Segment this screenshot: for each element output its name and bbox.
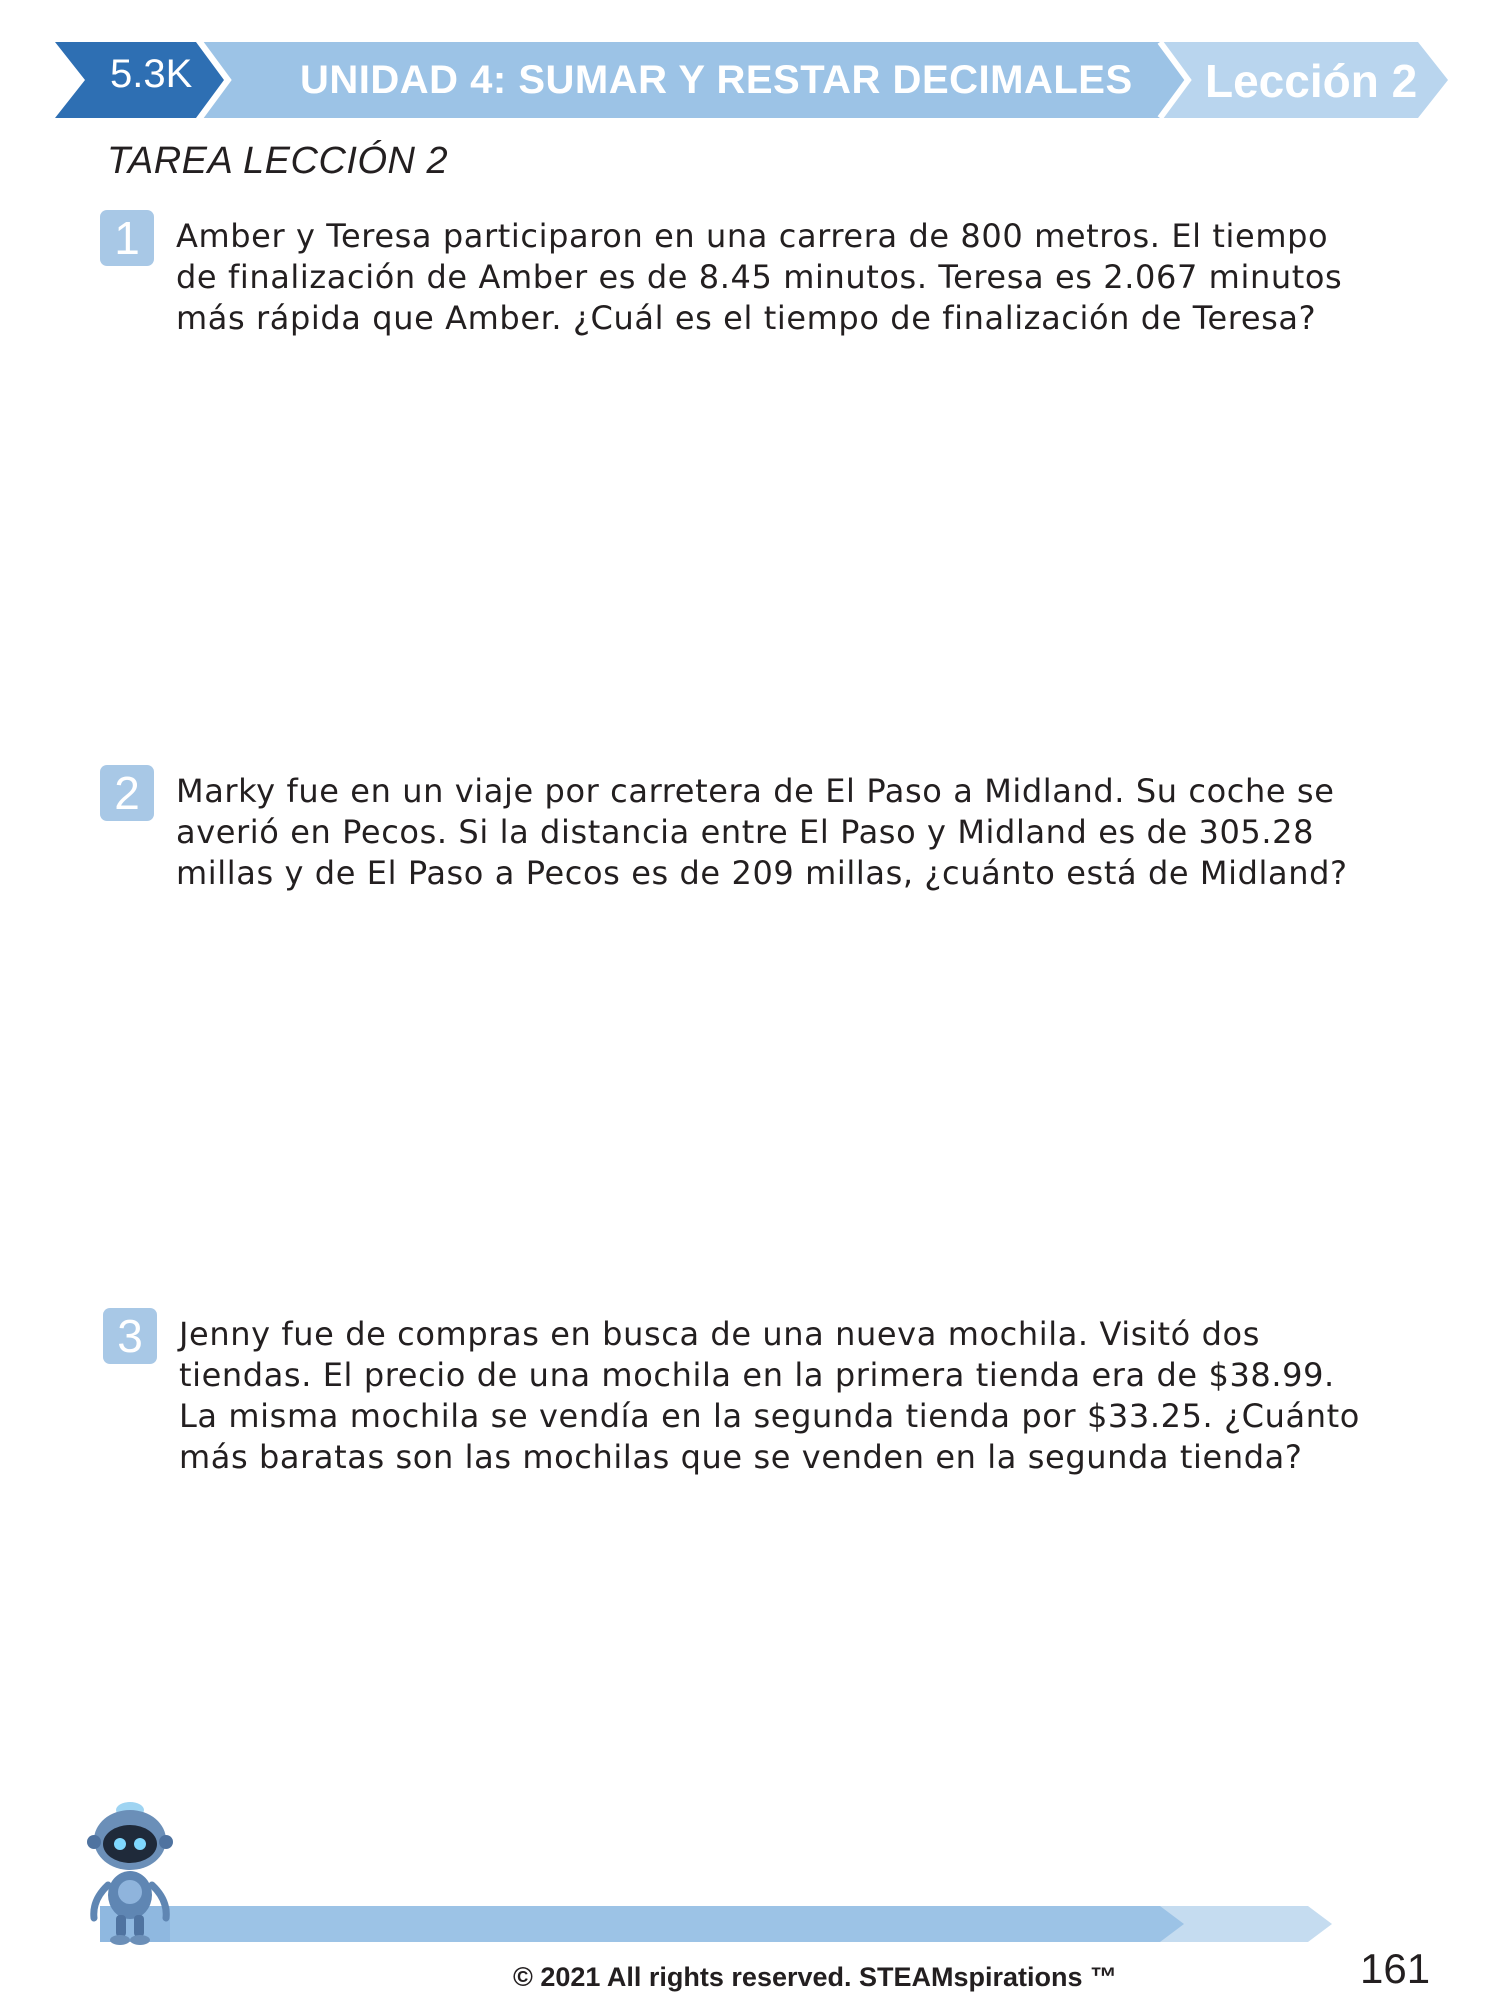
problem-text [176,216,1500,339]
problem-text [176,771,1500,894]
page-number: 161 [1360,1945,1431,1992]
unit-title: UNIDAD 4: SUMAR Y RESTAR DECIMALES [300,58,1133,102]
copyright-text: © 2021 All rights reserved. STEAMspirations ™ [512,1962,1118,1992]
problem-line: de finalización de Amber es de 8.45 minutos. Teresa es 2.067 minutos [176,258,1343,296]
problem-line: Amber y Teresa participaron en una carrera de 800 metros. El tiempo [176,217,1329,255]
problem-line: Jenny fue de compras en busca de una nueva mochila. Visitó dos [179,1315,1260,1353]
footer-bar [0,1880,1500,1960]
problem-number-badge: 2 [100,765,154,821]
problem-line: tiendas. El precio de una mochila en la primera tienda era de $38.99. [179,1356,1335,1394]
problem-line: más baratas son las mochilas que se venden en la segunda tienda? [179,1438,1303,1476]
problem-line: más rápida que Amber. ¿Cuál es el tiempo de finalización de Teresa? [176,299,1317,337]
section-title: TAREA LECCIÓN 2 [107,140,449,182]
copyright-notice [0,1962,1500,1993]
problem-line: millas y de El Paso a Pecos es de 209 millas, ¿cuánto está de Midland? [176,854,1348,892]
problem-number-badge: 3 [103,1308,157,1364]
problem-line: La misma mochila se vendía en la segunda tienda por $33.25. ¿Cuánto [179,1397,1360,1435]
lesson-label: Lección 2 [1205,55,1418,107]
problem-number-badge: 1 [100,210,154,266]
problem-text [179,1314,1500,1478]
robot-mascot-icon [80,1800,180,1950]
problem-line: Marky fue en un viaje por carretera de El Paso a Midland. Su coche se [176,772,1335,810]
standard-code: 5.3K [110,52,193,96]
problem-line: averió en Pecos. Si la distancia entre El Paso y Midland es de 305.28 [176,813,1315,851]
